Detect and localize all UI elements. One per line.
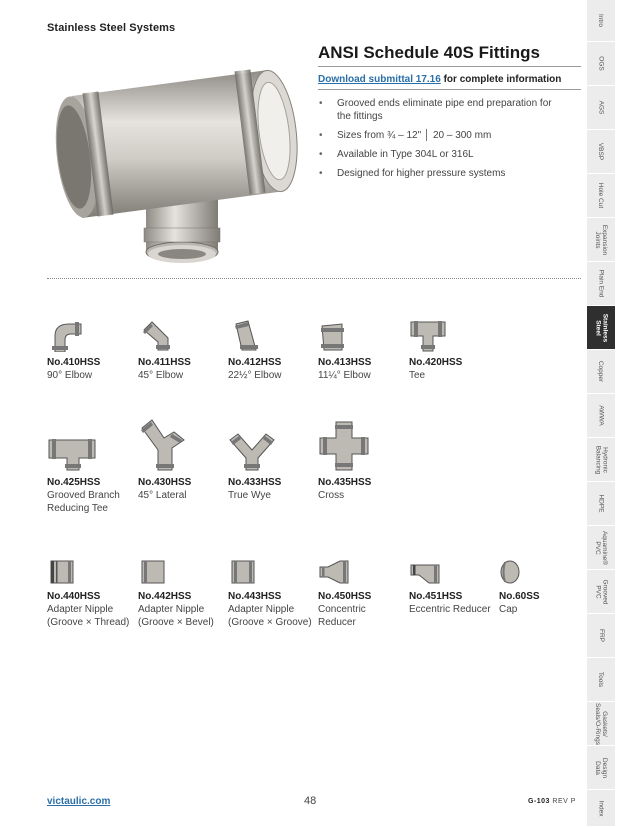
tab-label: FRP (597, 629, 605, 642)
fitting-description: 22½° Elbow (228, 370, 282, 381)
true-wye-icon (228, 432, 276, 472)
tab-label: AWWA (597, 405, 605, 426)
tab-hdpe[interactable] (587, 482, 615, 526)
fitting-number: No.435HSS (318, 477, 372, 488)
fitting-number: No.420HSS (409, 357, 463, 368)
fitting-number: No.430HSS (138, 477, 192, 488)
tee-icon (409, 320, 449, 352)
concentric-reducer-icon (318, 558, 350, 586)
fitting-number: No.440HSS (47, 591, 101, 602)
tab-grooved-pvc[interactable] (587, 570, 615, 614)
tab-aquamine-pvc[interactable] (587, 526, 615, 570)
tab-label: Expansion Joints (594, 224, 609, 255)
nipple-groove-icon (228, 558, 258, 586)
45-elbow-icon (138, 320, 178, 352)
page-title: ANSI Schedule 40S Fittings (318, 43, 540, 62)
fitting-435hss (318, 420, 404, 502)
fitting-description: Adapter Nipple (Groove × Bevel) (138, 604, 214, 628)
tab-label: HDPE (597, 494, 605, 513)
fitting-number: No.410HSS (47, 357, 101, 368)
tab-label: Design Data (593, 757, 608, 778)
tab-tools[interactable] (587, 658, 615, 702)
lateral-icon (138, 418, 186, 472)
fitting-number: No.443HSS (228, 591, 282, 602)
tab-hole-cut[interactable] (587, 174, 615, 218)
fitting-number: No.425HSS (47, 477, 101, 488)
fitting-430hss (138, 418, 224, 502)
document-code (528, 798, 576, 805)
fitting-413hss (318, 320, 404, 382)
fitting-411hss (138, 320, 224, 382)
tab-label: Hole Cut (597, 182, 605, 209)
11-elbow-icon (318, 320, 358, 352)
fitting-description: Adapter Nipple (Groove × Groove) (228, 604, 312, 628)
fitting-433hss (228, 432, 314, 502)
tab-label: Copper (597, 360, 605, 383)
fitting-number: No.450HSS (318, 591, 372, 602)
tab-label: OGS (597, 56, 605, 71)
tab-awwa[interactable] (587, 394, 615, 438)
tab-label: Intro (597, 13, 605, 28)
tab-index[interactable] (587, 790, 615, 827)
feature-list (318, 97, 568, 186)
tab-frp[interactable] (587, 614, 615, 658)
download-divider (318, 89, 581, 90)
download-note: for complete information (440, 74, 562, 85)
reducing-tee-icon (47, 432, 99, 472)
feature-item: • Grooved ends eliminate pipe end preparation for the fittings (318, 97, 568, 123)
document-revision: REV P (549, 798, 576, 805)
fitting-number: No.411HSS (138, 357, 191, 368)
document-code-id: G-103 (528, 798, 550, 805)
22-elbow-icon (228, 320, 268, 352)
eccentric-reducer-icon (409, 558, 441, 586)
website-link[interactable]: victaulic.com (47, 796, 111, 807)
feature-item: • Designed for higher pressure systems (318, 167, 568, 180)
tab-label: Aquamine® PVC (594, 530, 608, 565)
fitting-description: True Wye (228, 490, 271, 501)
fitting-number: No.433HSS (228, 477, 282, 488)
cap-icon (499, 558, 523, 586)
tab-vbsp[interactable] (587, 130, 615, 174)
fitting-410hss (47, 320, 133, 382)
nipple-thread-icon (47, 558, 77, 586)
fitting-number: No.412HSS (228, 357, 282, 368)
tab-label: Tools (597, 671, 605, 688)
section-divider (47, 278, 581, 279)
tab-gaskets-seals[interactable] (587, 702, 615, 746)
tab-label: Index (597, 800, 605, 816)
fitting-425hss (47, 432, 133, 515)
90-elbow-icon (47, 320, 87, 352)
section-tabs (587, 0, 615, 826)
tab-label: Plain End (597, 269, 605, 298)
fitting-412hss (228, 320, 314, 382)
cross-icon (318, 420, 370, 472)
fitting-451hss (409, 558, 495, 616)
tab-hydronic-balancing[interactable] (587, 438, 615, 482)
tab-label: AGS (597, 100, 605, 115)
tab-label: Gaskets/ Seals/O-Rings (594, 702, 608, 745)
fitting-number: No.451HSS (409, 591, 463, 602)
fitting-description: 11¼° Elbow (318, 370, 371, 381)
fitting-443hss (228, 558, 314, 629)
tab-design-data[interactable] (587, 746, 615, 790)
fitting-450hss (318, 558, 404, 629)
tab-plain-end[interactable] (587, 262, 615, 306)
tab-label: Hydronic Balancing (594, 445, 608, 474)
fitting-number: No.60SS (499, 591, 540, 602)
fitting-number: No.442HSS (138, 591, 192, 602)
fitting-description: Tee (409, 370, 426, 381)
tab-stainless-steel[interactable] (587, 306, 615, 350)
fitting-description: Cross (318, 490, 345, 501)
feature-item: • Available in Type 304L or 316L (318, 148, 568, 161)
fitting-60ss (499, 558, 585, 616)
tab-intro[interactable] (587, 0, 615, 42)
fitting-description: Eccentric Reducer (409, 604, 491, 615)
tab-expansion-joints[interactable] (587, 218, 615, 262)
fitting-442hss (138, 558, 224, 629)
fitting-description: 90° Elbow (47, 370, 93, 381)
tab-label: Stainless Steel (594, 313, 609, 342)
tab-ags[interactable] (587, 86, 615, 130)
fitting-description: Adapter Nipple (Groove × Thread) (47, 604, 130, 628)
fitting-description: 45° Elbow (138, 370, 184, 381)
tab-ogs[interactable] (587, 42, 615, 86)
page-number: 48 (304, 795, 317, 807)
fitting-description: Cap (499, 604, 518, 615)
fitting-440hss (47, 558, 133, 629)
nipple-bevel-icon (138, 558, 168, 586)
tab-label: Grooved PVC (594, 579, 608, 604)
download-line (318, 74, 561, 85)
title-divider (318, 66, 581, 67)
feature-item: • Sizes from ¾ – 12" │ 20 – 300 mm (318, 129, 568, 142)
tee-fitting-image (46, 42, 304, 274)
fitting-420hss (409, 320, 495, 382)
tab-copper[interactable] (587, 350, 615, 394)
section-title: Stainless Steel Systems (47, 22, 176, 34)
fitting-description: 45° Lateral (138, 490, 187, 501)
fitting-number: No.413HSS (318, 357, 372, 368)
download-submittal-link[interactable]: Download submittal 17.16 (318, 74, 441, 85)
tab-label: VBSP (597, 142, 605, 161)
fitting-description: Grooved Branch Reducing Tee (47, 490, 120, 514)
fitting-description: Concentric Reducer (318, 604, 366, 628)
